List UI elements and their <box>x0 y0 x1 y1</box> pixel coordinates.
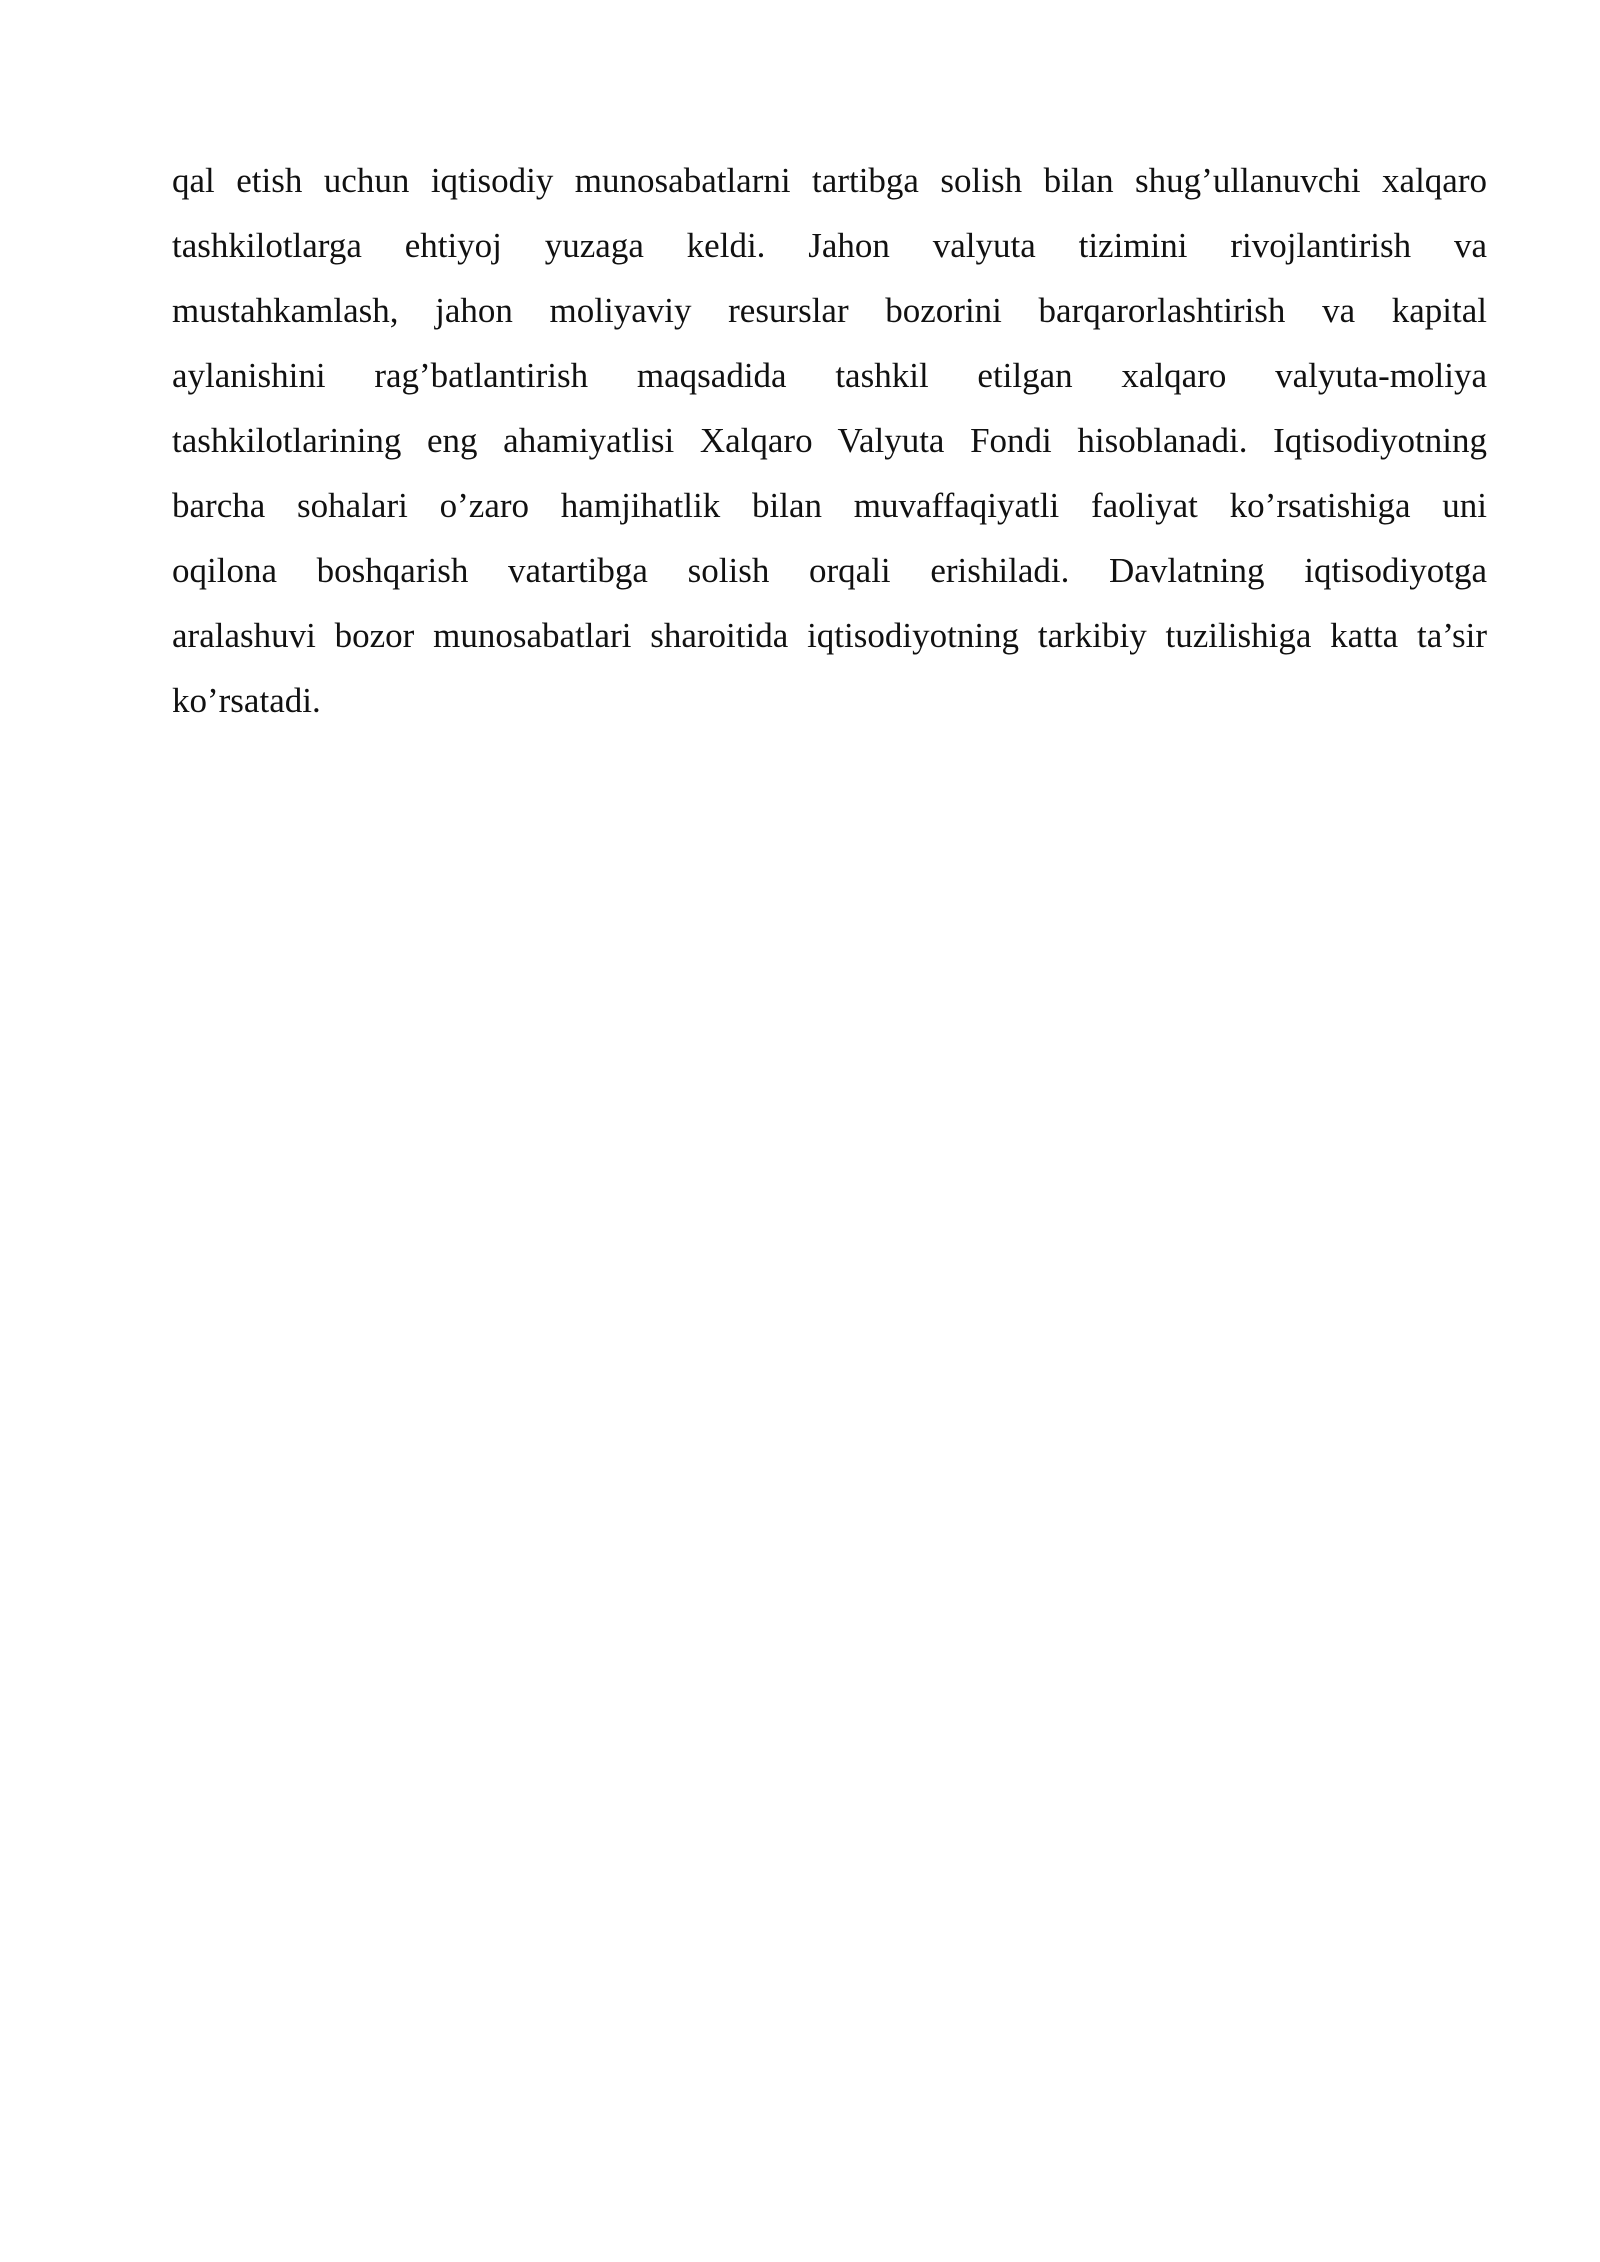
paragraph-line: tashkilotlarining eng ahamiyatlisi Xalqaro Valyuta Fondi hisoblanadi. Iqtisodiyotning <box>172 421 1487 460</box>
body-paragraph <box>172 148 1487 733</box>
paragraph-line: aylanishini rag’batlantirish maqsadida tashkil etilgan xalqaro valyuta-moliya <box>172 356 1487 395</box>
paragraph-line: oqilona boshqarish vatartibga solish orqali erishiladi. Davlatning iqtisodiyotga <box>172 551 1487 590</box>
paragraph-line: qal etish uchun iqtisodiy munosabatlarni tartibga solish bilan shug’ullanuvchi xalqaro <box>172 161 1487 200</box>
paragraph-line: barcha sohalari o’zaro hamjihatlik bilan muvaffaqiyatli faoliyat ko’rsatishiga uni <box>172 486 1487 525</box>
paragraph-line: aralashuvi bozor munosabatlari sharoitida iqtisodiyotning tarkibiy tuzilishiga katta ta’sir <box>172 616 1487 655</box>
paragraph-line: mustahkamlash, jahon moliyaviy resurslar bozorini barqarorlashtirish va kapital <box>172 291 1487 330</box>
paragraph-line: ko’rsatadi. <box>172 681 321 720</box>
paragraph-line: tashkilotlarga ehtiyoj yuzaga keldi. Jahon valyuta tizimini rivojlantirish va <box>172 226 1487 265</box>
